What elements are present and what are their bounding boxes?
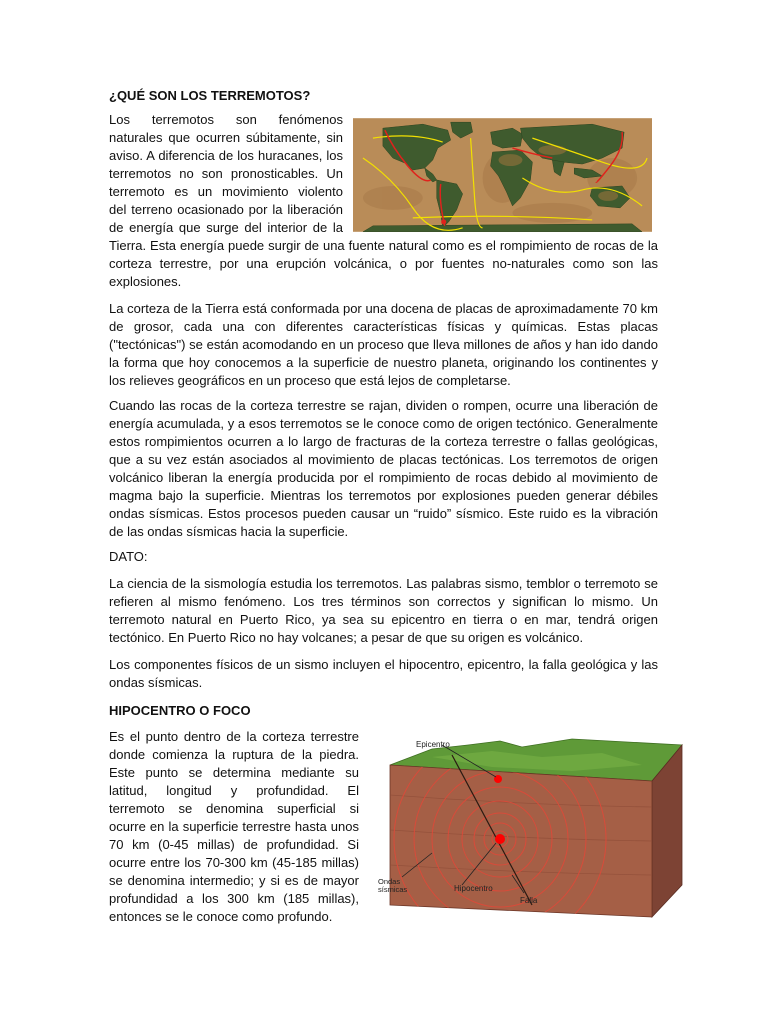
paragraph-components: Los componentes físicos de un sismo incluyen el hipocentro, epicentro, la falla geológica y las ondas sísmicas.: [109, 657, 658, 690]
hipocentro-line: profundidad a los 300 km (185 millas),: [109, 891, 359, 906]
page-title: ¿QUÉ SON LOS TERREMOTOS?: [109, 88, 311, 103]
intro-line: de energía que surge del interior de la: [109, 220, 343, 235]
intro-line: terremotos no son pronosticables. Un: [109, 166, 343, 181]
label-hipocentro: Hipocentro: [454, 884, 493, 893]
label-sismicas: sísmicas: [378, 885, 408, 894]
hipocentro-line: donde comienza la ruptura de la piedra.: [109, 747, 359, 762]
section-heading-hipocentro: HIPOCENTRO O FOCO: [109, 703, 251, 718]
hipocentro-line: Este punto se determina mediante su: [109, 765, 359, 780]
hipocentro-line: ocurre entre los 70-300 km (45-185 millas): [109, 855, 359, 870]
hipocentro-line: 70 km (0-45 millas) de profundidad. Si: [109, 837, 359, 852]
intro-line: Los terremotos son fenómenos: [109, 112, 343, 127]
hipocentro-text-block: [109, 728, 359, 926]
world-tectonic-map-image: [353, 118, 652, 232]
intro-line: aviso. A diferencia de los huracanes, los: [109, 148, 343, 163]
paragraph-plates: La corteza de la Tierra está conformada por una docena de placas de aproximadamente 70 km de grosor, cada una con diferentes características físicas y químicas. Estas placas ("tectónicas") se están acomodando en un proceso que lleva millones de años y han ido dando la forma que hoy conocemos a la superficie de nuestro planeta, originando los continentes y los relieves geográficos en un proceso que está lejos de completarse.: [109, 301, 658, 388]
hipocentro-line: terremoto se denomina superficial si: [109, 801, 359, 816]
paragraph-dato: La ciencia de la sismología estudia los terremotos. Las palabras sismo, temblor o terremoto se refieren al mismo fenómeno. Los tres términos son correctos y significan lo mismo. Un terremoto natural en Puerto Rico, ya sea su epicentro en tierra o en mar, tendrá origen tectónico. En Puerto Rico no hay volcanes; a pesar de que su origen es volcánico.: [109, 576, 658, 645]
label-ondas: Ondas: [378, 877, 401, 886]
intro-continuation: Tierra. Esta energía puede surgir de una fuente natural como es el rompimiento de rocas de la corteza terrestre, por una erupción volcánica, o por fuentes no-naturales como son las explosiones.: [109, 238, 658, 289]
hipocentro-line: Es el punto dentro de la corteza terrestre: [109, 729, 359, 744]
label-epicentro: Epicentro: [416, 740, 450, 749]
intro-wrapped-block: [109, 111, 343, 237]
hipocentro-line: ocurre en la superficie terrestre hasta unos: [109, 819, 359, 834]
intro-line: terremoto es un movimiento violento: [109, 184, 343, 199]
earthquake-block-diagram: [372, 735, 692, 920]
hypocentre-dot: [495, 834, 505, 844]
hipocentro-line: se denomina intermedio; y si es de mayor: [109, 873, 359, 888]
hipocentro-line: latitud, longitud y profundidad. El: [109, 783, 359, 798]
paragraph-origins: Cuando las rocas de la corteza terrestre se rajan, dividen o rompen, ocurre una liberación de energía acumulada, y a esos terremotos se le conoce como de origen tectónico. Generalmente estos rompimientos ocurren a lo largo de fracturas de la corteza terrestre o fallas geológicas, que a su vez están asociados al movimiento de placas tectónicas. Los terremotos de origen volcánico liberan la energía producida por el rompimiento de rocas debido al movimiento de magma bajo la superficie. Mientras los terremotos por explosiones pueden generar débiles ondas sísmicas. Estos procesos pueden causar un “ruido” sísmico. Este ruido es la vibración de las ondas sísmicas hacia la superficie.: [109, 398, 658, 539]
intro-line: del terreno ocasionado por la liberación: [109, 202, 343, 217]
hipocentro-line: entonces se le conoce como profundo.: [109, 909, 333, 924]
intro-line: naturales que ocurren súbitamente, sin: [109, 130, 343, 145]
label-falla: Falla: [520, 896, 538, 905]
block-front-face: [390, 765, 652, 917]
dato-label: DATO:: [109, 549, 148, 564]
